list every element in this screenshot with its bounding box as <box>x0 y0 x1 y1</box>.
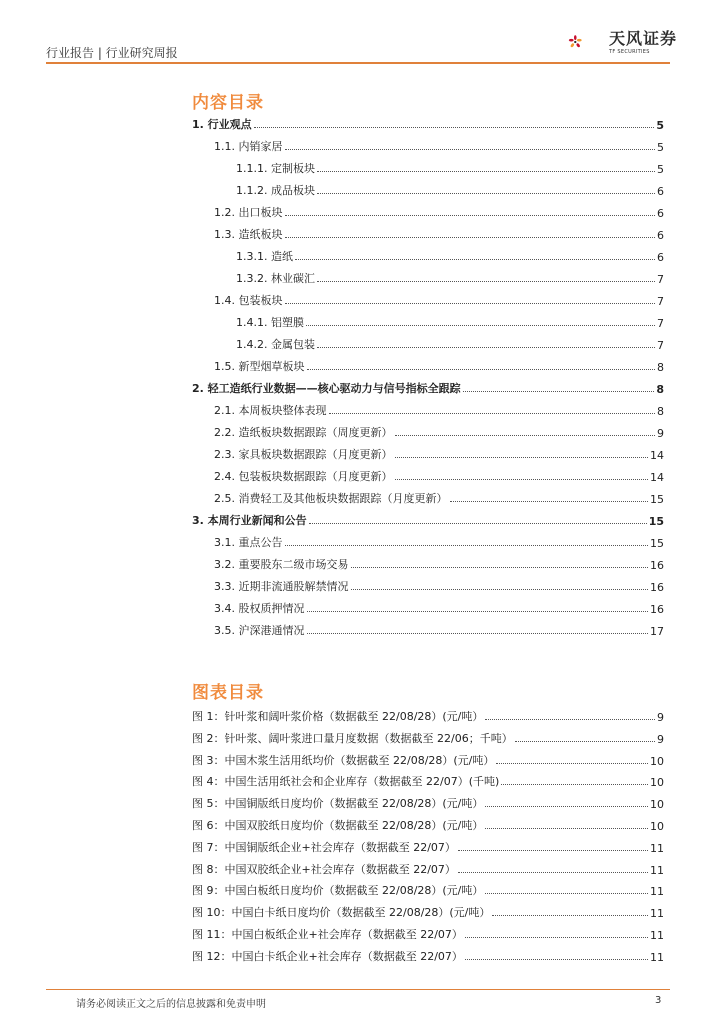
dot-leader <box>492 915 648 916</box>
dot-leader <box>465 937 648 938</box>
dot-leader <box>285 215 656 216</box>
figure-entry[interactable]: 图 1：针叶浆和阔叶浆价格（数据截至 22/08/28）(元/吨） 9 <box>192 710 664 724</box>
dot-leader <box>306 325 655 326</box>
dot-leader <box>395 435 656 436</box>
toc-entry[interactable]: 1.3.1. 造纸 6 <box>236 250 664 264</box>
dot-leader <box>329 413 656 414</box>
dot-leader <box>485 893 648 894</box>
dot-leader <box>485 828 648 829</box>
dot-leader <box>351 567 649 568</box>
dot-leader <box>485 806 648 807</box>
toc-entry[interactable]: 1.2. 出口板块 6 <box>214 206 664 220</box>
toc-entry[interactable]: 3.1. 重点公告 15 <box>214 536 664 550</box>
toc-entry[interactable]: 1.3. 造纸板块 6 <box>214 228 664 242</box>
dot-leader <box>285 237 656 238</box>
dot-leader <box>395 479 649 480</box>
toc-entry[interactable]: 1.1.2. 成品板块 6 <box>236 184 664 198</box>
disclaimer-text: 请务必阅读正文之后的信息披露和免责申明 <box>76 999 266 1010</box>
dot-leader <box>285 303 656 304</box>
dot-leader <box>317 171 655 172</box>
page-number: 3 <box>655 995 662 1006</box>
toc-entry[interactable]: 1.1. 内销家居 5 <box>214 140 664 154</box>
toc-entry[interactable]: 2.4. 包装板块数据跟踪（月度更新） 14 <box>214 470 664 484</box>
toc-title: 内容目录 <box>192 93 264 113</box>
footer-divider <box>46 989 670 990</box>
toc-entry[interactable]: 2.1. 本周板块整体表现 8 <box>214 404 664 418</box>
dot-leader <box>285 149 656 150</box>
dot-leader <box>496 763 648 764</box>
figures-title: 图表目录 <box>192 683 264 703</box>
toc-entry[interactable]: 3.2. 重要股东二级市场交易 16 <box>214 558 664 572</box>
toc-entry[interactable]: 1.1.1. 定制板块 5 <box>236 162 664 176</box>
toc-entry[interactable]: 3.3. 近期非流通股解禁情况 16 <box>214 580 664 594</box>
figure-entry[interactable]: 图 10：中国白卡纸日度均价（数据截至 22/08/28）(元/吨） 11 <box>192 906 664 920</box>
toc-entry[interactable]: 1.4.1. 铝塑膜 7 <box>236 316 664 330</box>
toc-entry[interactable]: 1.3.2. 林业碳汇 7 <box>236 272 664 286</box>
toc-entry[interactable]: 2. 轻工造纸行业数据——核心驱动力与信号指标全跟踪 8 <box>192 382 664 396</box>
report-type-label: 行业报告 | 行业研究周报 <box>46 46 178 60</box>
dot-leader <box>317 347 655 348</box>
toc-entry[interactable]: 3.4. 股权质押情况 16 <box>214 602 664 616</box>
toc-entry[interactable]: 2.5. 消费轻工及其他板块数据跟踪（月度更新） 15 <box>214 492 664 506</box>
figure-entry[interactable]: 图 6：中国双胶纸日度均价（数据截至 22/08/28）(元/吨） 10 <box>192 819 664 833</box>
dot-leader <box>254 127 655 128</box>
dot-leader <box>317 281 655 282</box>
dot-leader <box>307 633 649 634</box>
dot-leader <box>351 589 649 590</box>
dot-leader <box>458 850 648 851</box>
dot-leader <box>450 501 649 502</box>
figure-entry[interactable]: 图 12：中国白卡纸企业+社会库存（数据截至 22/07） 11 <box>192 950 664 964</box>
tf-securities-logo-icon <box>568 22 608 62</box>
dot-leader <box>515 741 655 742</box>
dot-leader <box>395 457 649 458</box>
figure-entry[interactable]: 图 4：中国生活用纸社会和企业库存（数据截至 22/07）(千吨) 10 <box>192 775 664 789</box>
toc-entry[interactable]: 2.2. 造纸板块数据跟踪（周度更新） 9 <box>214 426 664 440</box>
dot-leader <box>307 611 649 612</box>
toc-entry[interactable]: 1.5. 新型烟草板块 8 <box>214 360 664 374</box>
toc-entry[interactable]: 1. 行业观点 5 <box>192 118 664 132</box>
header-divider <box>46 62 670 64</box>
dot-leader <box>501 784 648 785</box>
dot-leader <box>317 193 655 194</box>
figure-entry[interactable]: 图 9：中国白板纸日度均价（数据截至 22/08/28）(元/吨） 11 <box>192 884 664 898</box>
figure-entry[interactable]: 图 8：中国双胶纸企业+社会库存（数据截至 22/07） 11 <box>192 863 664 877</box>
figure-entry[interactable]: 图 2：针叶浆、阔叶浆进口量月度数据（数据截至 22/06；千吨） 9 <box>192 732 664 746</box>
figure-entry[interactable]: 图 11：中国白板纸企业+社会库存（数据截至 22/07） 11 <box>192 928 664 942</box>
figure-entry[interactable]: 图 7：中国铜版纸企业+社会库存（数据截至 22/07） 11 <box>192 841 664 855</box>
brand-name-cn: 天风证券 <box>609 29 678 48</box>
dot-leader <box>285 545 649 546</box>
figure-entry[interactable]: 图 5：中国铜版纸日度均价（数据截至 22/08/28）(元/吨） 10 <box>192 797 664 811</box>
figure-entry[interactable]: 图 3：中国木浆生活用纸均价（数据截至 22/08/28）(元/吨） 10 <box>192 754 664 768</box>
dot-leader <box>309 523 647 524</box>
dot-leader <box>295 259 655 260</box>
toc-entry[interactable]: 3. 本周行业新闻和公告 15 <box>192 514 664 528</box>
dot-leader <box>465 959 648 960</box>
dot-leader <box>485 719 655 720</box>
toc-entry[interactable]: 2.3. 家具板块数据跟踪（月度更新） 14 <box>214 448 664 462</box>
dot-leader <box>463 391 655 392</box>
brand-name-en: TF SECURITIES <box>609 49 650 55</box>
dot-leader <box>307 369 656 370</box>
toc-entry[interactable]: 1.4.2. 金属包装 7 <box>236 338 664 352</box>
toc-entry[interactable]: 1.4. 包装板块 7 <box>214 294 664 308</box>
toc-entry[interactable]: 3.5. 沪深港通情况 17 <box>214 624 664 638</box>
dot-leader <box>458 872 648 873</box>
